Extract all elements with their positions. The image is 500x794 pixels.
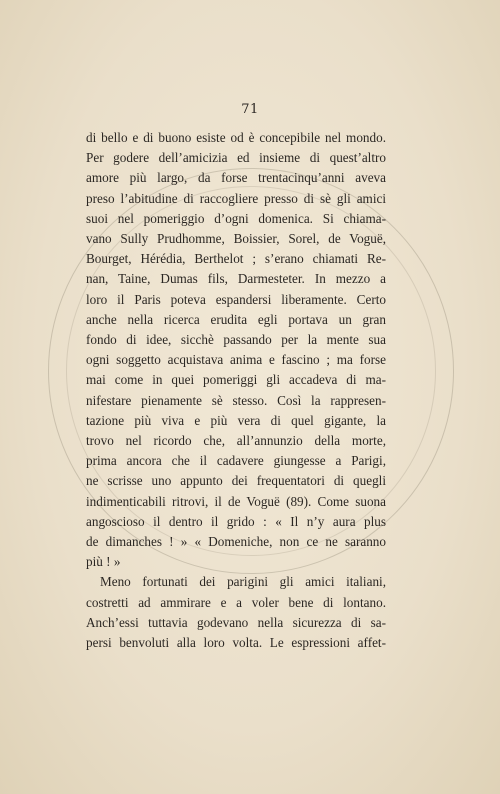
paragraph [86, 572, 386, 653]
text-line: persi benvoluti alla loro volta. Le espressioni affet- [86, 635, 386, 651]
text-line: Anch’essi tuttavia godevano nella sicurezza di sa- [86, 614, 386, 630]
text-line: ogni soggetto acquistava anima e fascino ; ma forse [86, 352, 386, 368]
text-line: preso l’abitudine di raccogliere presso di sè gli amici [86, 190, 386, 206]
text-line: Per godere dell’amicizia ed insieme di quest’altro [86, 150, 386, 166]
text-line: anche nella ricerca erudita egli portava un gran [86, 311, 386, 327]
text-line: angoscioso il dentro il grido : « Il n’y aura plus [86, 513, 386, 529]
text-line: trovo nel ricordo che, all’annunzio della morte, [86, 433, 386, 449]
paragraph [86, 128, 386, 572]
text-line: di bello e di buono esiste od è concepibile nel mondo. [86, 130, 386, 145]
text-line: ne scrisse uno appunto dei frequentatori di quegli [86, 473, 386, 489]
text-line: fondo di idee, sicchè passando per la mente sua [86, 332, 386, 348]
text-line: vano Sully Prudhomme, Boissier, Sorel, de Voguë, [86, 231, 386, 247]
text-line: nan, Taine, Dumas fils, Darmesteter. In mezzo a [86, 271, 386, 287]
text-line: prima ancora che il cadavere giungesse a Parigi, [86, 453, 386, 469]
text-line: loro il Paris poteva espandersi liberamente. Certo [86, 291, 386, 307]
text-line: nifestare pienamente sè stesso. Così la rappresen- [86, 392, 386, 408]
text-line: Bourget, Hérédia, Berthelot ; s’erano chiamati Re- [86, 251, 386, 267]
text-line: mai come in quei pomeriggi gli accadeva di ma- [86, 372, 386, 388]
text-line: indimenticabili ritrovi, il de Voguë (89). Come suona [86, 493, 386, 509]
text-line: costretti ad ammirare e a voler bene di lontano. [86, 594, 386, 610]
text-line: più ! » [86, 554, 121, 570]
text-line: tazione più viva e più vera di quel gigante, la [86, 412, 386, 428]
text-line: Meno fortunati dei parigini gli amici italiani, [100, 574, 386, 590]
text-line: de dimanches ! » « Domeniche, non ce ne saranno [86, 534, 386, 550]
text-line: amore più largo, da forse trentacinqu’anni aveva [86, 170, 386, 186]
text-line: suoi nel pomeriggio d’ogni domenica. Si chiama- [86, 210, 386, 226]
body-text [86, 128, 386, 653]
page-number: 71 [241, 102, 259, 117]
